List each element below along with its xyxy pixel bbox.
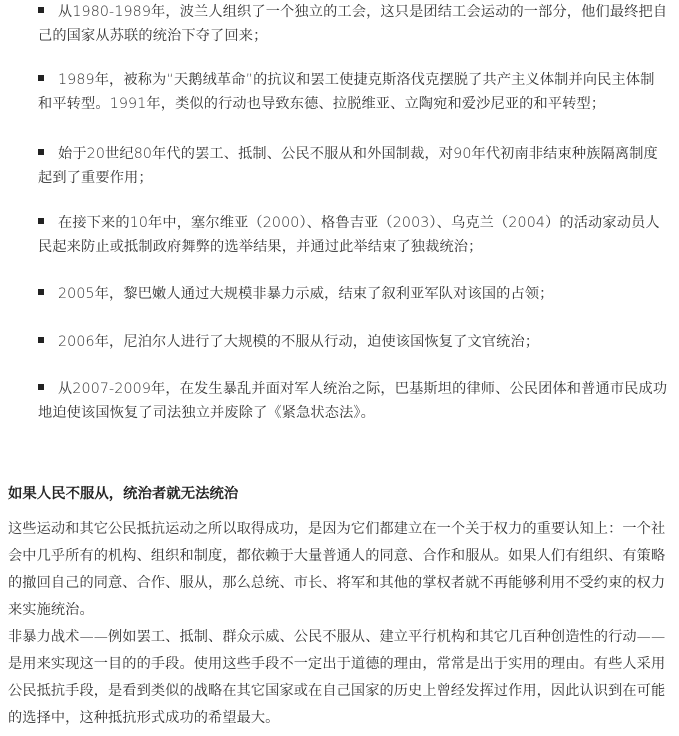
- square-bullet-icon: [38, 289, 44, 295]
- body-paragraph: 非暴力战术——例如罢工、抵制、群众示威、公民不服从、建立平行机构和其它几百种创造性的行动——是用来实现这一目的的手段。使用这些手段不一定出于道德的理由，常常是出于实用的理由。有些人采用公民抵抗手段，是看到类似的战略在其它国家或在自己国家的历史上曾经发挥过作用，因此认识到在可能的选择中，这种抵抗形式成功的希望最大。: [8, 629, 666, 726]
- list-item-text: 在接下来的10年中，塞尔维亚（2000）、格鲁吉亚（2003）、乌克兰（2004）的活动家动员人民起来防止或抵制政府舞弊的选举结果，并通过此举结束了独裁统治；: [38, 215, 660, 255]
- list-item: [38, 142, 668, 190]
- list-item: [38, 211, 668, 259]
- list-item-text: 始于20世纪80年代的罢工、抵制、公民不服从和外国制裁，对90年代初南非结束种族隔离制度起到了重要作用；: [38, 146, 658, 186]
- list-item: [38, 0, 668, 48]
- section-heading: 如果人民不服从，统治者就无法统治: [8, 486, 239, 502]
- body-paragraph: 这些运动和其它公民抵抗运动之所以取得成功，是因为它们都建立在一个关于权力的重要认知上：一个社会中几乎所有的机构、组织和制度，都依赖于大量普通人的同意、合作和服从。如果人们有组织、有策略的撤回自己的同意、合作、服从，那么总统、市长、将军和其他的掌权者就不再能够利用不受约束的权力来实施统治。: [8, 521, 666, 618]
- square-bullet-icon: [38, 337, 44, 343]
- list-item: [38, 282, 668, 306]
- list-item: [38, 330, 668, 354]
- list-item-text: 从2007-2009年，在发生暴乱并面对军人统治之际，巴基斯坦的律师、公民团体和普通市民成功地迫使该国恢复了司法独立并废除了《紧急状态法》。: [38, 381, 668, 421]
- square-bullet-icon: [38, 384, 44, 390]
- square-bullet-icon: [38, 218, 44, 224]
- square-bullet-icon: [38, 7, 44, 13]
- square-bullet-icon: [38, 75, 44, 81]
- square-bullet-icon: [38, 149, 44, 155]
- list-item-text: 2006年，尼泊尔人进行了大规模的不服从行动，迫使该国恢复了文官统治；: [58, 334, 540, 350]
- list-item-text: 2005年，黎巴嫩人通过大规模非暴力示威，结束了叙利亚军队对该国的占领；: [58, 286, 554, 302]
- list-item-text: 从1980-1989年，波兰人组织了一个独立的工会，这只是团结工会运动的一部分，他们最终把自己的国家从苏联的统治下夺了回来；: [38, 4, 668, 44]
- list-item: [38, 377, 668, 425]
- list-item: [38, 68, 668, 116]
- list-item-text: 1989年，被称为“天鹅绒革命”的抗议和罢工使捷克斯洛伐克摆脱了共产主义体制并向民主体制和平转型。1991年，类似的行动也导致东德、拉脱维亚、立陶宛和爱沙尼亚的和平转型；: [38, 72, 655, 112]
